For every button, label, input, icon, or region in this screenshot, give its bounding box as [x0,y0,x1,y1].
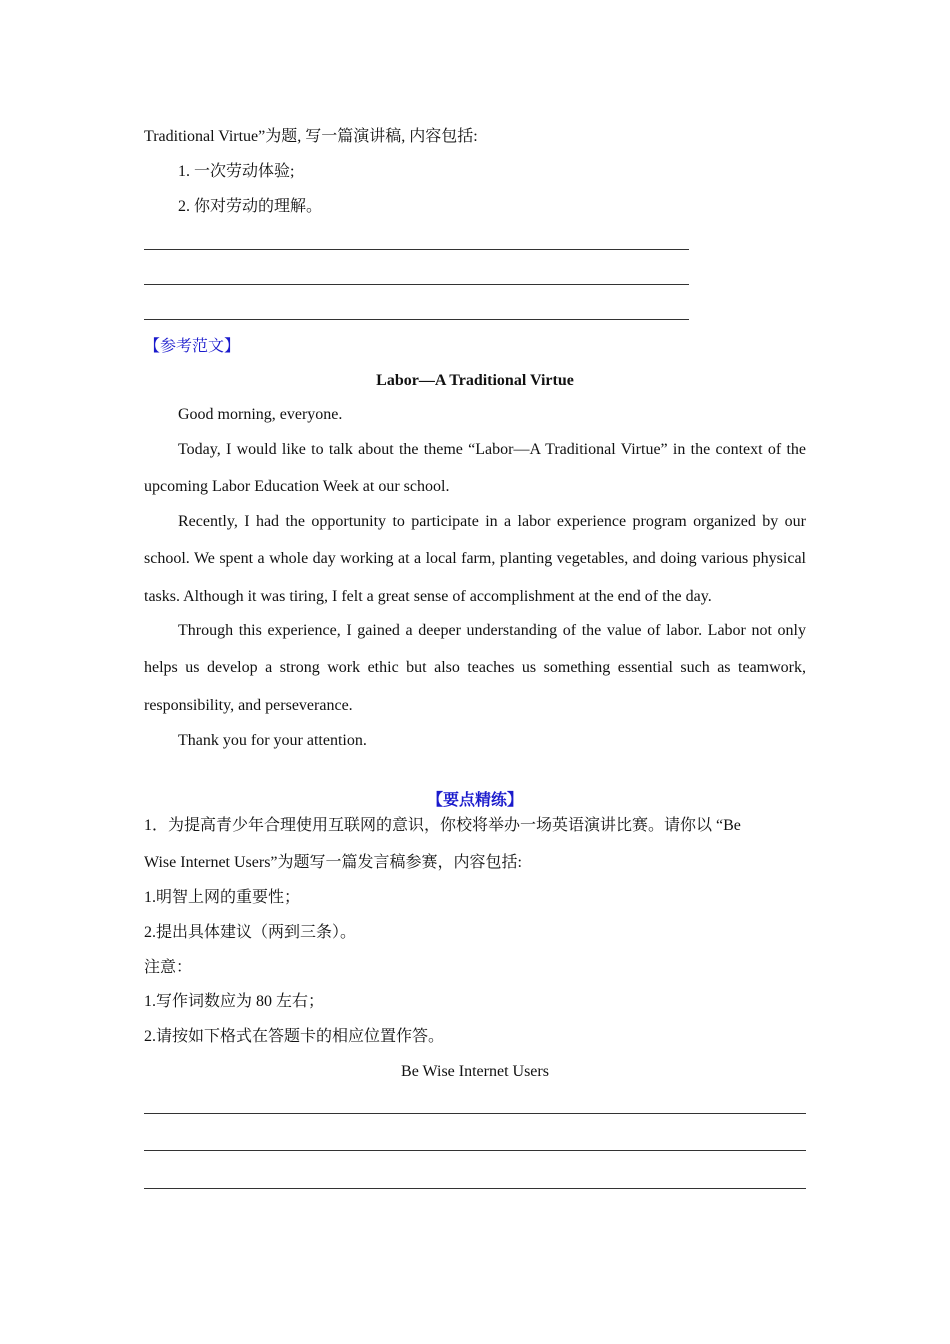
practice-essay-title: Be Wise Internet Users [401,1063,549,1080]
answer-line [144,319,689,320]
answer-line [144,249,689,250]
practice-question-line-2: Wise Internet Users”为题写一篇发言稿参赛，内容包括: [144,854,522,871]
practice-note-label: 注意： [144,959,193,976]
sample-title: Labor—A Traditional Virtue [376,372,574,389]
answer-line [144,1150,806,1151]
prompt-point-2: 2. 你对劳动的理解。 [178,198,323,215]
answer-line [144,1113,806,1114]
practice-question-line-1: 1．为提高青少年合理使用互联网的意识，你校将举办一场英语演讲比赛。请你以 “Be [144,817,741,834]
prompt-point-1: 1. 一次劳动体验; [178,163,295,180]
sample-paragraph-2: Recently, I had the opportunity to participate in a labor experience program organized by our school. We spent a whole day working at a local farm, planting vegetables, and doing various physical tasks. Although it was tiring, I felt a great sense of accomplishment at the end of the day. [144,513,806,605]
sample-label: 【参考范文】 [144,338,241,355]
practice-note-2: 2.请按如下格式在答题卡的相应位置作答。 [144,1028,445,1045]
answer-line [144,284,689,285]
answer-line [144,1188,806,1189]
practice-point-2: 2.提出具体建议（两到三条）。 [144,924,357,941]
sample-greeting: Good morning, everyone. [178,406,343,423]
practice-label: 【要点精练】 [426,792,523,809]
sample-paragraph-1: Today, I would like to talk about the theme “Labor—A Traditional Virtue” in the context of the upcoming Labor Education Week at our school. [144,441,806,496]
practice-point-1: 1.明智上网的重要性； [144,889,301,906]
sample-closing: Thank you for your attention. [178,732,367,749]
sample-paragraph-3: Through this experience, I gained a deeper understanding of the value of labor. Labor not only helps us develop a strong work ethic but also teaches us something essential such as teamwork, responsibility, and perseverance. [144,622,806,714]
practice-note-1: 1.写作词数应为 80 左右； [144,993,325,1010]
prompt-intro-tail: Traditional Virtue”为题, 写一篇演讲稿, 内容包括: [144,128,478,145]
